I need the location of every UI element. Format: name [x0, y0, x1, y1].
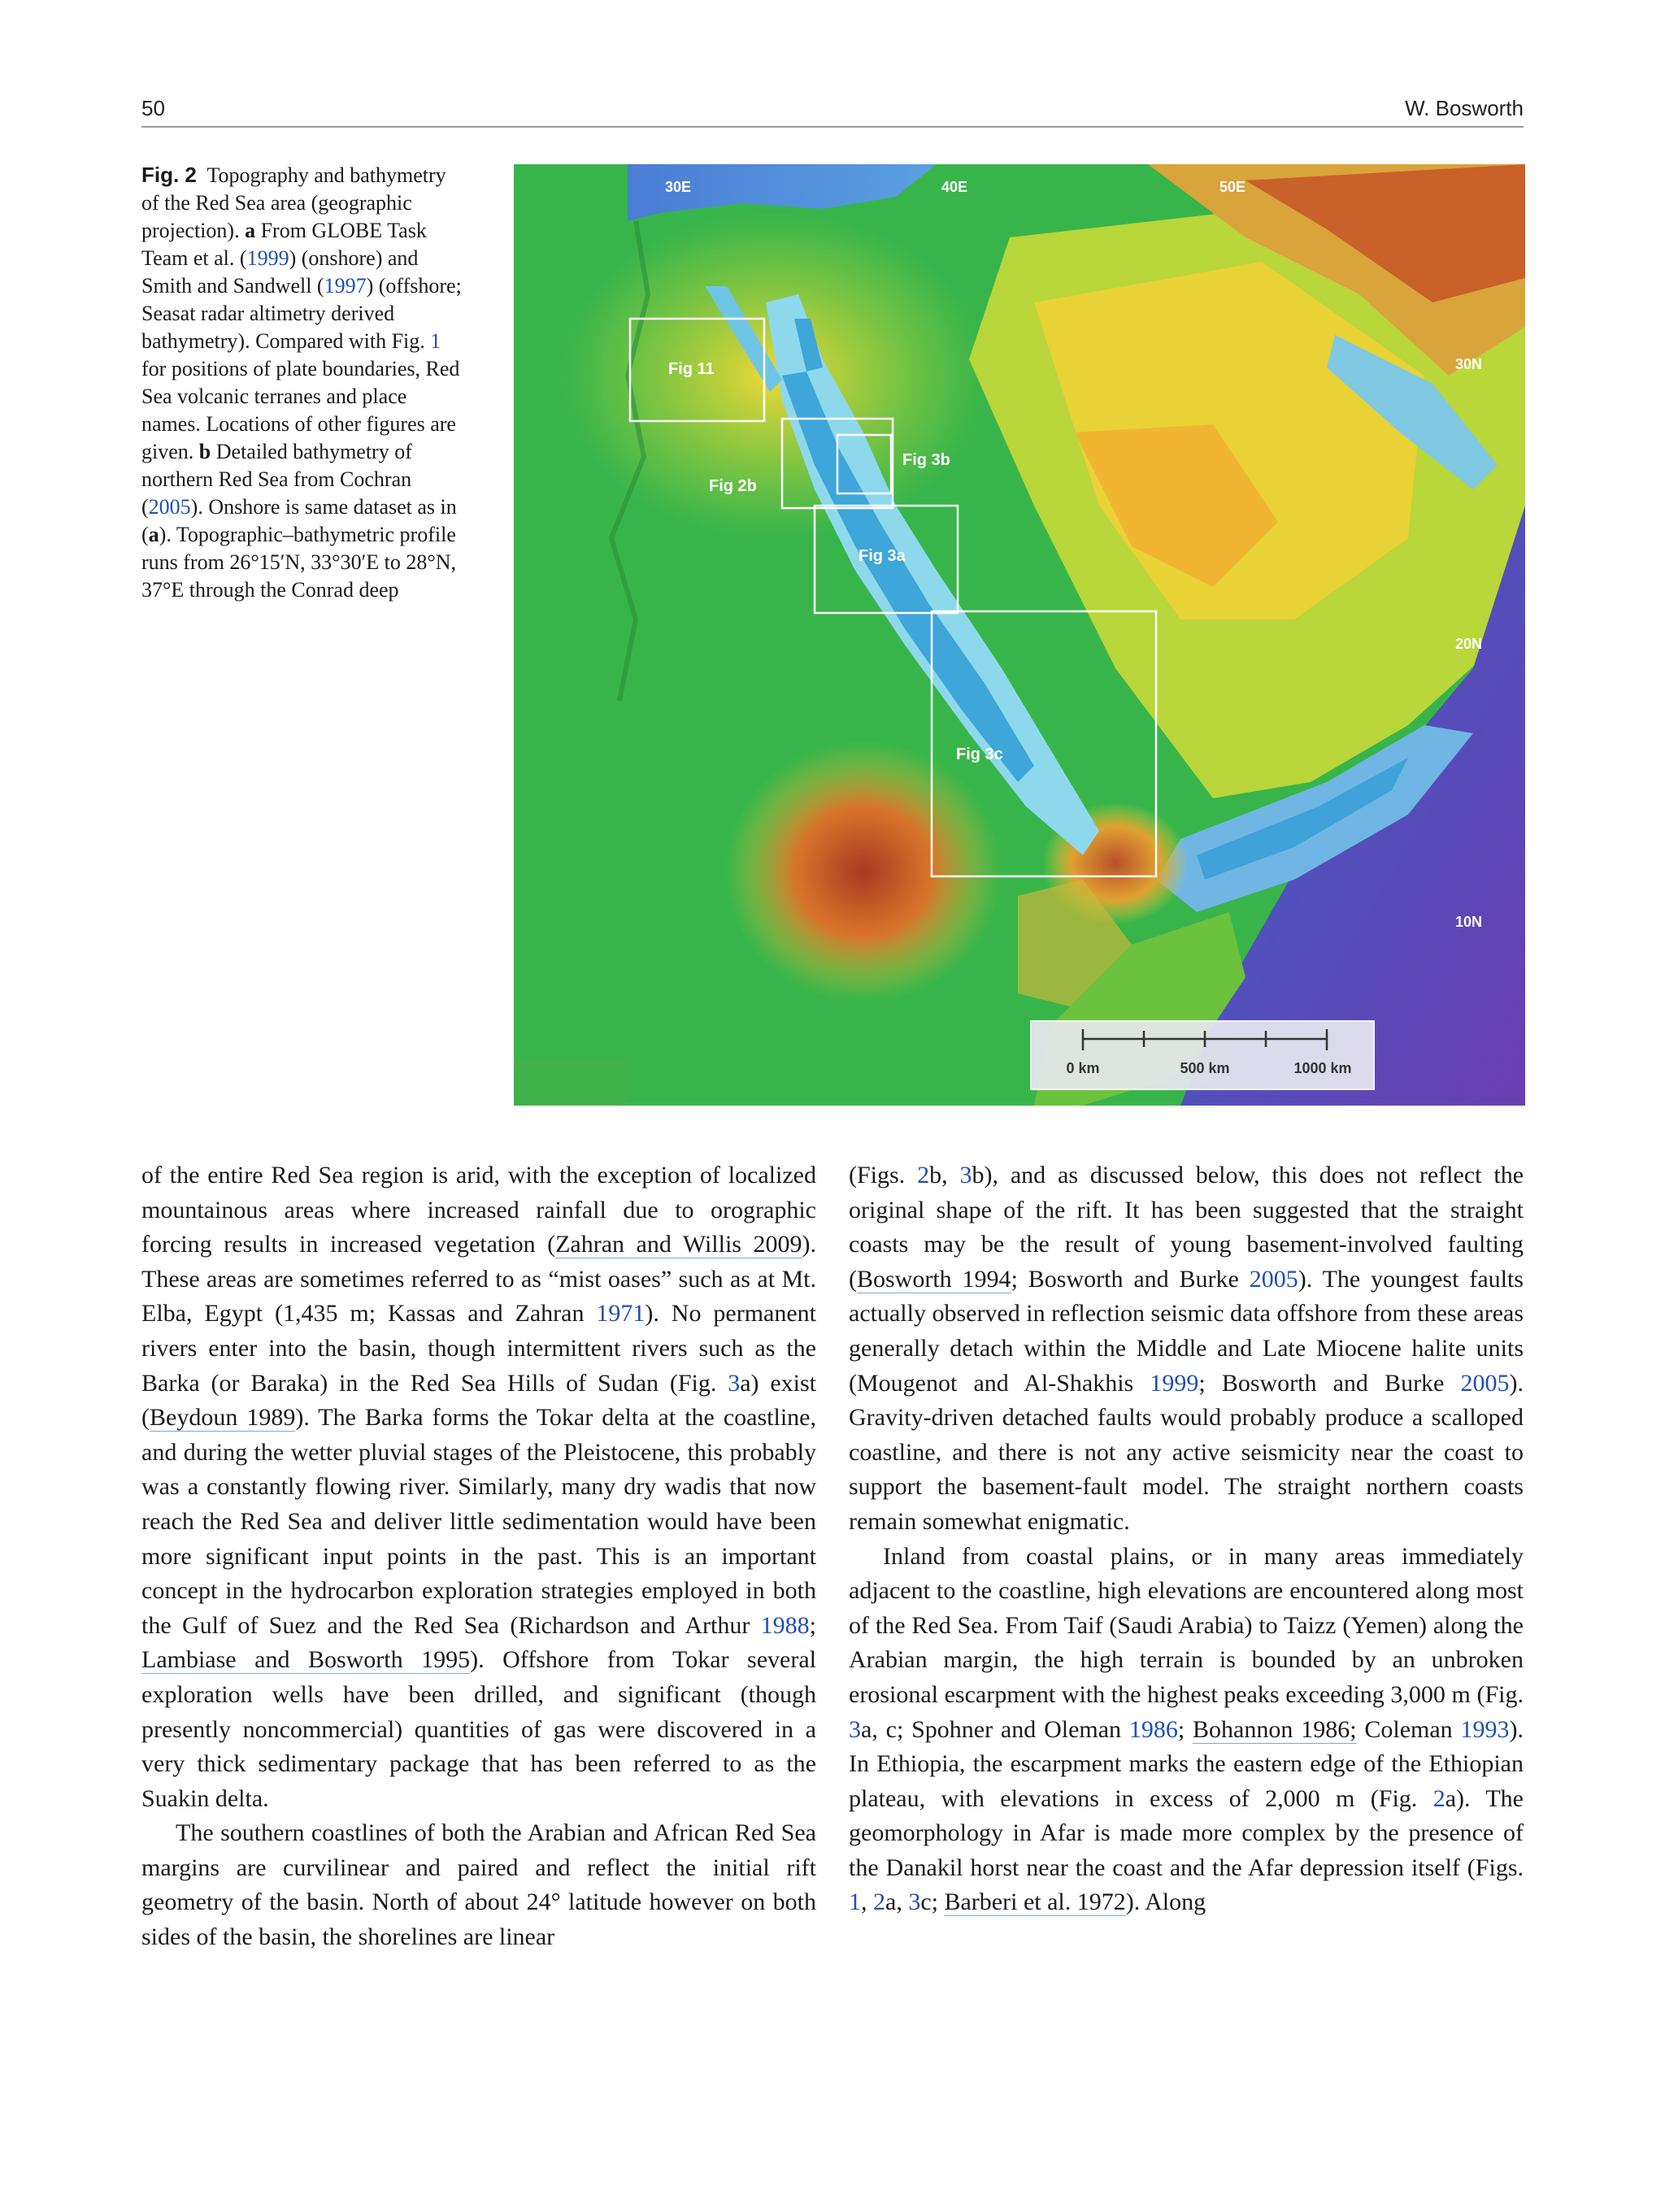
text-run: ). In Ethiopia, the escarpment marks the eastern edge of the Ethiopian plateau, with elevations in excess of 2,000 m (Fig.	[849, 1715, 1524, 1812]
text-run: From GLOBE Task Team et al. (	[141, 219, 427, 270]
scale-label-1000: 1000 km	[1293, 1060, 1352, 1076]
citation-link[interactable]: 2	[873, 1888, 885, 1916]
citation-link[interactable]: 2	[917, 1162, 930, 1189]
text-run: a,	[885, 1888, 909, 1916]
citation-link[interactable]: 3	[959, 1162, 972, 1189]
text-run: ). The Barka forms the Tokar delta at the coastline, and during the wetter pluvial stages of the Pleistocene, this probably was a constantly flowing river. Similarly, many dry wadis that now reach the Red Sea and deliver little sedimentation would have been more significant input points in the past. This is an important concept in the hydrocarbon exploration strategies employed in both the Gulf of Suez and the Red Sea (Richardson and Arthur	[141, 1404, 816, 1639]
text-run: a) exist (	[141, 1369, 816, 1432]
header-rule	[141, 126, 1524, 128]
citation-link[interactable]: 1997	[324, 274, 367, 298]
text-run: Detailed bathymetry of northern Red Sea from Cochran (	[141, 440, 412, 519]
running-head: W. Bosworth	[1405, 96, 1524, 120]
text-run: ). Topographic–bathymetric profile runs from 26°15′N, 33°30′E to 28°N, 37°E through the Conrad deep	[141, 523, 457, 602]
text-run: (Figs.	[849, 1162, 918, 1189]
citation-link[interactable]: 3	[908, 1888, 921, 1916]
text-run: ) (offshore; Seasat radar altimetry derived bathymetry). Compared with Fig.	[141, 274, 462, 353]
text-run: ,	[861, 1888, 873, 1916]
citation-link[interactable]: 3	[849, 1715, 861, 1743]
citation-link[interactable]: 2005	[1249, 1265, 1298, 1293]
body-column-right	[849, 1158, 1524, 1920]
box-label-fig-11: Fig 11	[668, 360, 715, 378]
citation-link[interactable]: 1971	[596, 1300, 646, 1328]
scale-label-0: 0 km	[1066, 1060, 1100, 1076]
text-run: ;	[809, 1611, 816, 1639]
reference-link[interactable]: Beydoun 1989	[150, 1404, 296, 1432]
text-run: ). No permanent rivers enter into the basin, though intermittent rivers such as the Barka (or Baraka) in the Red Sea Hills of Sudan (Fig.	[141, 1300, 816, 1397]
citation-link[interactable]: 2005	[1460, 1369, 1510, 1397]
text-run: a). The geomorphology in Afar is made more complex by the presence of the Danakil horst near the coast and the Afar depression itself (Figs.	[849, 1784, 1524, 1881]
box-label-fig-2b: Fig 2b	[709, 477, 757, 495]
lat-label-20n: 20N	[1455, 636, 1483, 652]
citation-link[interactable]: 2005	[148, 495, 191, 519]
lat-label-30n: 30N	[1455, 356, 1483, 372]
citation-link[interactable]: 2	[1432, 1784, 1445, 1812]
text-run: Topography and bathymetry of the Red Sea area (geographic projection).	[141, 163, 446, 242]
text-run: b), and as discussed below, this does not reflect the original shape of the rift. It has been suggested that the straight coasts may be the result of young basement-involved faulting (	[849, 1162, 1524, 1293]
reference-link[interactable]: Bohannon 1986;	[1193, 1715, 1357, 1743]
text-run: The southern coastlines of both the Arabian and African Red Sea margins are curvilinear and paired and reflect the initial rift geometry of the basin. North of about 24° latitude however on both sides of the basin, the shorelines are linear	[141, 1819, 816, 1951]
lon-label-50e: 50E	[1219, 179, 1246, 195]
citation-link[interactable]: 1	[430, 329, 441, 353]
caption-text	[141, 163, 462, 602]
text-run: ). Along	[1125, 1888, 1206, 1916]
citation-link[interactable]: 3	[728, 1369, 741, 1397]
panel-ref: a	[245, 219, 256, 242]
citation-link[interactable]: 1986	[1128, 1715, 1178, 1743]
box-label-fig-3a: Fig 3a	[859, 547, 906, 565]
text-run: Inland from coastal plains, or in many areas immediately adjacent to the coastline, high elevations are encountered along most of the Red Sea. From Taif (Saudi Arabia) to Taizz (Yemen) along the Arabian margin, the high terrain is bounded by an unbroken erosional escarpment with the highest peaks exceeding 3,000 m (Fig.	[849, 1542, 1524, 1708]
text-run: b,	[929, 1162, 960, 1189]
lat-label-10n: 10N	[1455, 914, 1483, 930]
text-run: a, c; Spohner and Oleman	[861, 1715, 1129, 1743]
paragraph	[849, 1158, 1524, 1540]
text-run: ). Gravity-driven detached faults would probably produce a scalloped coastline, and there is not any active seismicity near the coast to support the basement-fault model. The straight northern coasts remain somewhat enigmatic.	[849, 1369, 1524, 1535]
paragraph	[141, 1816, 816, 1954]
text-run: ). The youngest faults actually observed in reflection seismic data offshore from these areas generally detach within the Middle and Late Miocene halite units (Mougenot and Al-Shakhis	[849, 1265, 1524, 1397]
citation-link[interactable]: 1	[849, 1888, 861, 1916]
text-run: ;	[1177, 1715, 1193, 1743]
box-label-fig-3c: Fig 3c	[956, 745, 1003, 763]
body-column-left	[141, 1158, 816, 1955]
panel-ref: b	[198, 440, 211, 463]
reference-link[interactable]: Lambiase and Bosworth 1995	[141, 1646, 471, 1674]
text-run: for positions of plate boundaries, Red Sea volcanic terranes and place names. Locations of other figures are given.	[141, 357, 460, 463]
citation-link[interactable]: 1993	[1460, 1715, 1510, 1743]
scale-label-500: 500 km	[1180, 1060, 1230, 1076]
paragraph	[849, 1540, 1524, 1921]
box-label-fig-3b: Fig 3b	[902, 451, 950, 469]
reference-link[interactable]: Barberi et al. 1972	[944, 1888, 1126, 1916]
lon-label-40e: 40E	[941, 179, 968, 195]
text-run: ). Onshore is same dataset as in (	[141, 495, 457, 546]
page-number: 50	[141, 96, 165, 120]
text-run: ). These areas are sometimes referred to as “mist oases” such as at Mt. Elba, Egypt (1,435 m; Kassas and Zahran	[141, 1231, 816, 1328]
text-run: ; Bosworth and Burke	[1011, 1265, 1250, 1293]
panel-ref: a	[148, 523, 159, 546]
citation-link[interactable]: 1988	[760, 1611, 810, 1639]
paragraph	[141, 1158, 816, 1816]
topography-map	[514, 164, 1525, 1106]
lon-label-30e: 30E	[665, 179, 692, 195]
scale-bar	[1031, 1021, 1374, 1089]
text-run: c;	[920, 1888, 945, 1916]
text-run: of the entire Red Sea region is arid, with the exception of localized mountainous areas where increased rainfall due to orographic forcing results in increased vegetation (	[141, 1162, 816, 1258]
text-run: ; Bosworth and Burke	[1198, 1369, 1461, 1397]
text-run: Coleman	[1356, 1715, 1461, 1743]
reference-link[interactable]: Bosworth 1994	[857, 1265, 1011, 1293]
caption-label: Fig. 2	[141, 163, 197, 187]
citation-link[interactable]: 1999	[246, 246, 289, 270]
text-run: ) (onshore) and Smith and Sandwell (	[141, 246, 419, 298]
figure-caption	[141, 161, 467, 604]
citation-link[interactable]: 1999	[1150, 1369, 1199, 1397]
text-run: ). Offshore from Tokar several exploration wells have been drilled, and significant (though presently noncommercial) quantities of gas were discovered in a very thick sedimentary package that has been referred to as the Suakin delta.	[141, 1646, 816, 1812]
reference-link[interactable]: Zahran and Willis 2009	[555, 1231, 802, 1258]
figure-2a	[514, 164, 1525, 1106]
